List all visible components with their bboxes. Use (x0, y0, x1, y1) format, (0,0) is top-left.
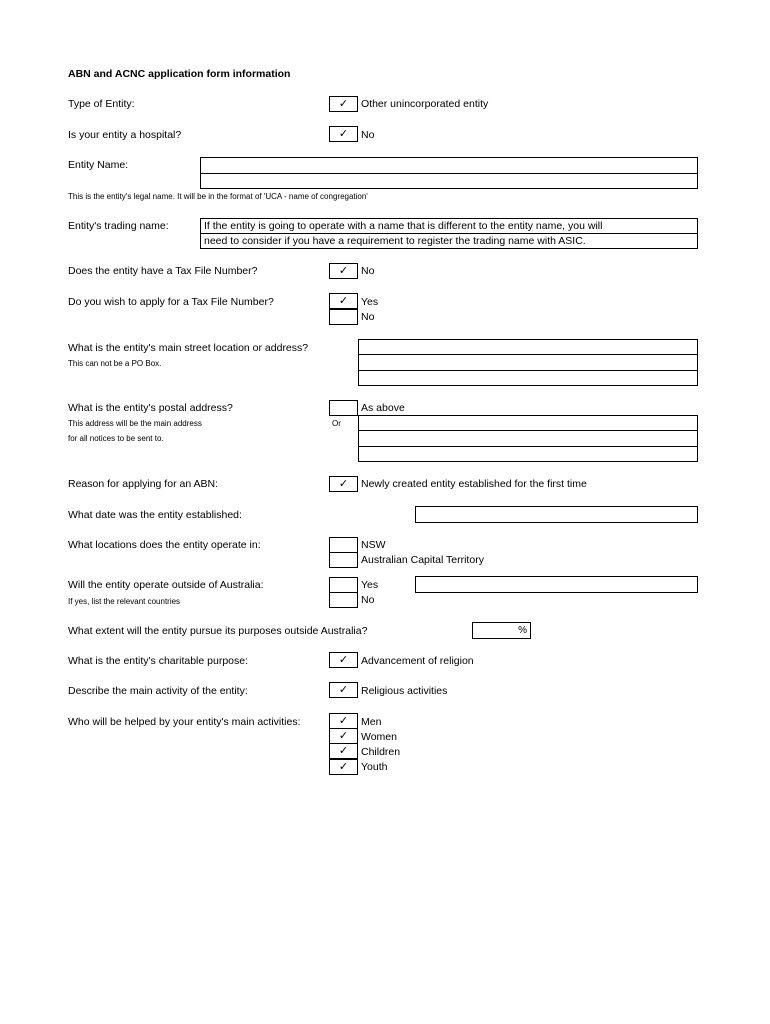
outside-australia-note: If yes, list the relevant countries (68, 597, 181, 606)
postal-address-note-2: for all notices to be sent to. (68, 434, 164, 443)
beneficiary-men-label: Men (361, 716, 382, 728)
reason-question: Reason for applying for an ABN: (68, 478, 219, 490)
beneficiary-youth-checkbox[interactable] (329, 759, 358, 775)
trading-name-field[interactable] (200, 218, 698, 249)
check-icon: ✓ (338, 127, 349, 140)
beneficiary-children-label: Children (361, 746, 401, 758)
charitable-purpose-option: Advancement of religion (361, 655, 474, 667)
countries-input[interactable] (415, 576, 698, 593)
entity-name-note: This is the entity's legal name. It will be in the format of 'UCA - name of congregation' (68, 192, 368, 201)
entity-name-field[interactable] (200, 157, 698, 189)
beneficiary-men-checkbox[interactable] (329, 713, 358, 729)
trading-name-question: Entity's trading name: (68, 220, 169, 232)
outside-no-label: No (361, 594, 375, 606)
beneficiary-women-label: Women (361, 731, 397, 743)
check-icon: ✓ (338, 744, 349, 757)
check-icon: ✓ (338, 714, 349, 727)
outside-yes-checkbox[interactable] (329, 577, 358, 593)
entity-type-checkbox[interactable] (329, 96, 358, 112)
postal-same-checkbox[interactable] (329, 400, 358, 416)
reason-checkbox[interactable] (329, 476, 358, 492)
field-divider (359, 370, 697, 371)
street-address-question: What is the entity's main street location or address? (68, 342, 309, 354)
outside-yes-label: Yes (361, 579, 379, 591)
check-icon: ✓ (338, 653, 349, 666)
field-divider (359, 354, 697, 355)
beneficiary-women-checkbox[interactable] (329, 728, 358, 744)
beneficiary-youth-label: Youth (361, 761, 388, 773)
check-icon: ✓ (338, 97, 349, 110)
location-act-checkbox[interactable] (329, 552, 358, 568)
check-icon (330, 578, 357, 592)
reason-option: Newly created entity established for the first time (361, 478, 587, 490)
check-icon: ✓ (338, 294, 349, 307)
hospital-option: No (361, 129, 375, 141)
tfn-apply-question: Do you wish to apply for a Tax File Number? (68, 296, 274, 308)
check-icon: ✓ (338, 760, 349, 773)
postal-address-question: What is the entity's postal address? (68, 402, 233, 414)
postal-address-field[interactable] (358, 415, 698, 462)
entity-type-option: Other unincorporated entity (361, 98, 489, 110)
check-icon (330, 593, 357, 607)
check-icon: ✓ (338, 729, 349, 742)
hospital-question: Is your entity a hospital? (68, 129, 182, 141)
trading-name-text-2: need to consider if you have a requirement to register the trading name with ASIC. (204, 235, 586, 247)
entity-name-question: Entity Name: (68, 159, 129, 171)
field-divider (359, 446, 697, 447)
postal-or-label: Or (332, 419, 341, 428)
date-established-question: What date was the entity established: (68, 509, 242, 521)
form-title: ABN and ACNC application form information (68, 68, 291, 80)
beneficiaries-question: Who will be helped by your entity's main activities: (68, 716, 301, 728)
tfn-has-option: No (361, 265, 375, 277)
extent-outside-input[interactable] (472, 622, 531, 639)
postal-same-label: As above (361, 402, 405, 414)
charitable-purpose-question: What is the entity's charitable purpose: (68, 655, 249, 667)
check-icon (330, 310, 357, 324)
main-activity-checkbox[interactable] (329, 682, 358, 698)
tfn-has-checkbox[interactable] (329, 263, 358, 279)
location-act-label: Australian Capital Territory (361, 554, 484, 566)
tfn-apply-yes-checkbox[interactable] (329, 293, 358, 309)
charitable-purpose-checkbox[interactable] (329, 652, 358, 668)
outside-no-checkbox[interactable] (329, 592, 358, 608)
hospital-checkbox[interactable] (329, 126, 358, 142)
street-address-note: This can not be a PO Box. (68, 359, 162, 368)
extent-outside-question: What extent will the entity pursue its purposes outside Australia? (68, 625, 368, 637)
tfn-apply-no-checkbox[interactable] (329, 309, 358, 325)
entity-type-question: Type of Entity: (68, 98, 135, 110)
trading-name-text-1: If the entity is going to operate with a name that is different to the entity name, you will (204, 220, 603, 232)
postal-address-note-1: This address will be the main address (68, 419, 202, 428)
check-icon: ✓ (338, 477, 349, 490)
location-nsw-label: NSW (361, 539, 386, 551)
outside-australia-question: Will the entity operate outside of Australia: (68, 579, 264, 591)
tfn-apply-no-label: No (361, 311, 375, 323)
percent-unit: % (518, 625, 527, 636)
street-address-field[interactable] (358, 339, 698, 386)
main-activity-option: Religious activities (361, 685, 448, 697)
check-icon: ✓ (338, 683, 349, 696)
locations-question: What locations does the entity operate in: (68, 539, 261, 551)
tfn-has-question: Does the entity have a Tax File Number? (68, 265, 258, 277)
field-divider (359, 430, 697, 431)
date-established-input[interactable] (415, 506, 698, 523)
field-divider (201, 173, 697, 174)
check-icon: ✓ (338, 264, 349, 277)
main-activity-question: Describe the main activity of the entity: (68, 685, 248, 697)
beneficiary-children-checkbox[interactable] (329, 743, 358, 759)
location-nsw-checkbox[interactable] (329, 537, 358, 553)
check-icon (330, 553, 357, 567)
check-icon (330, 538, 357, 552)
check-icon (330, 401, 357, 415)
tfn-apply-yes-label: Yes (361, 296, 379, 308)
